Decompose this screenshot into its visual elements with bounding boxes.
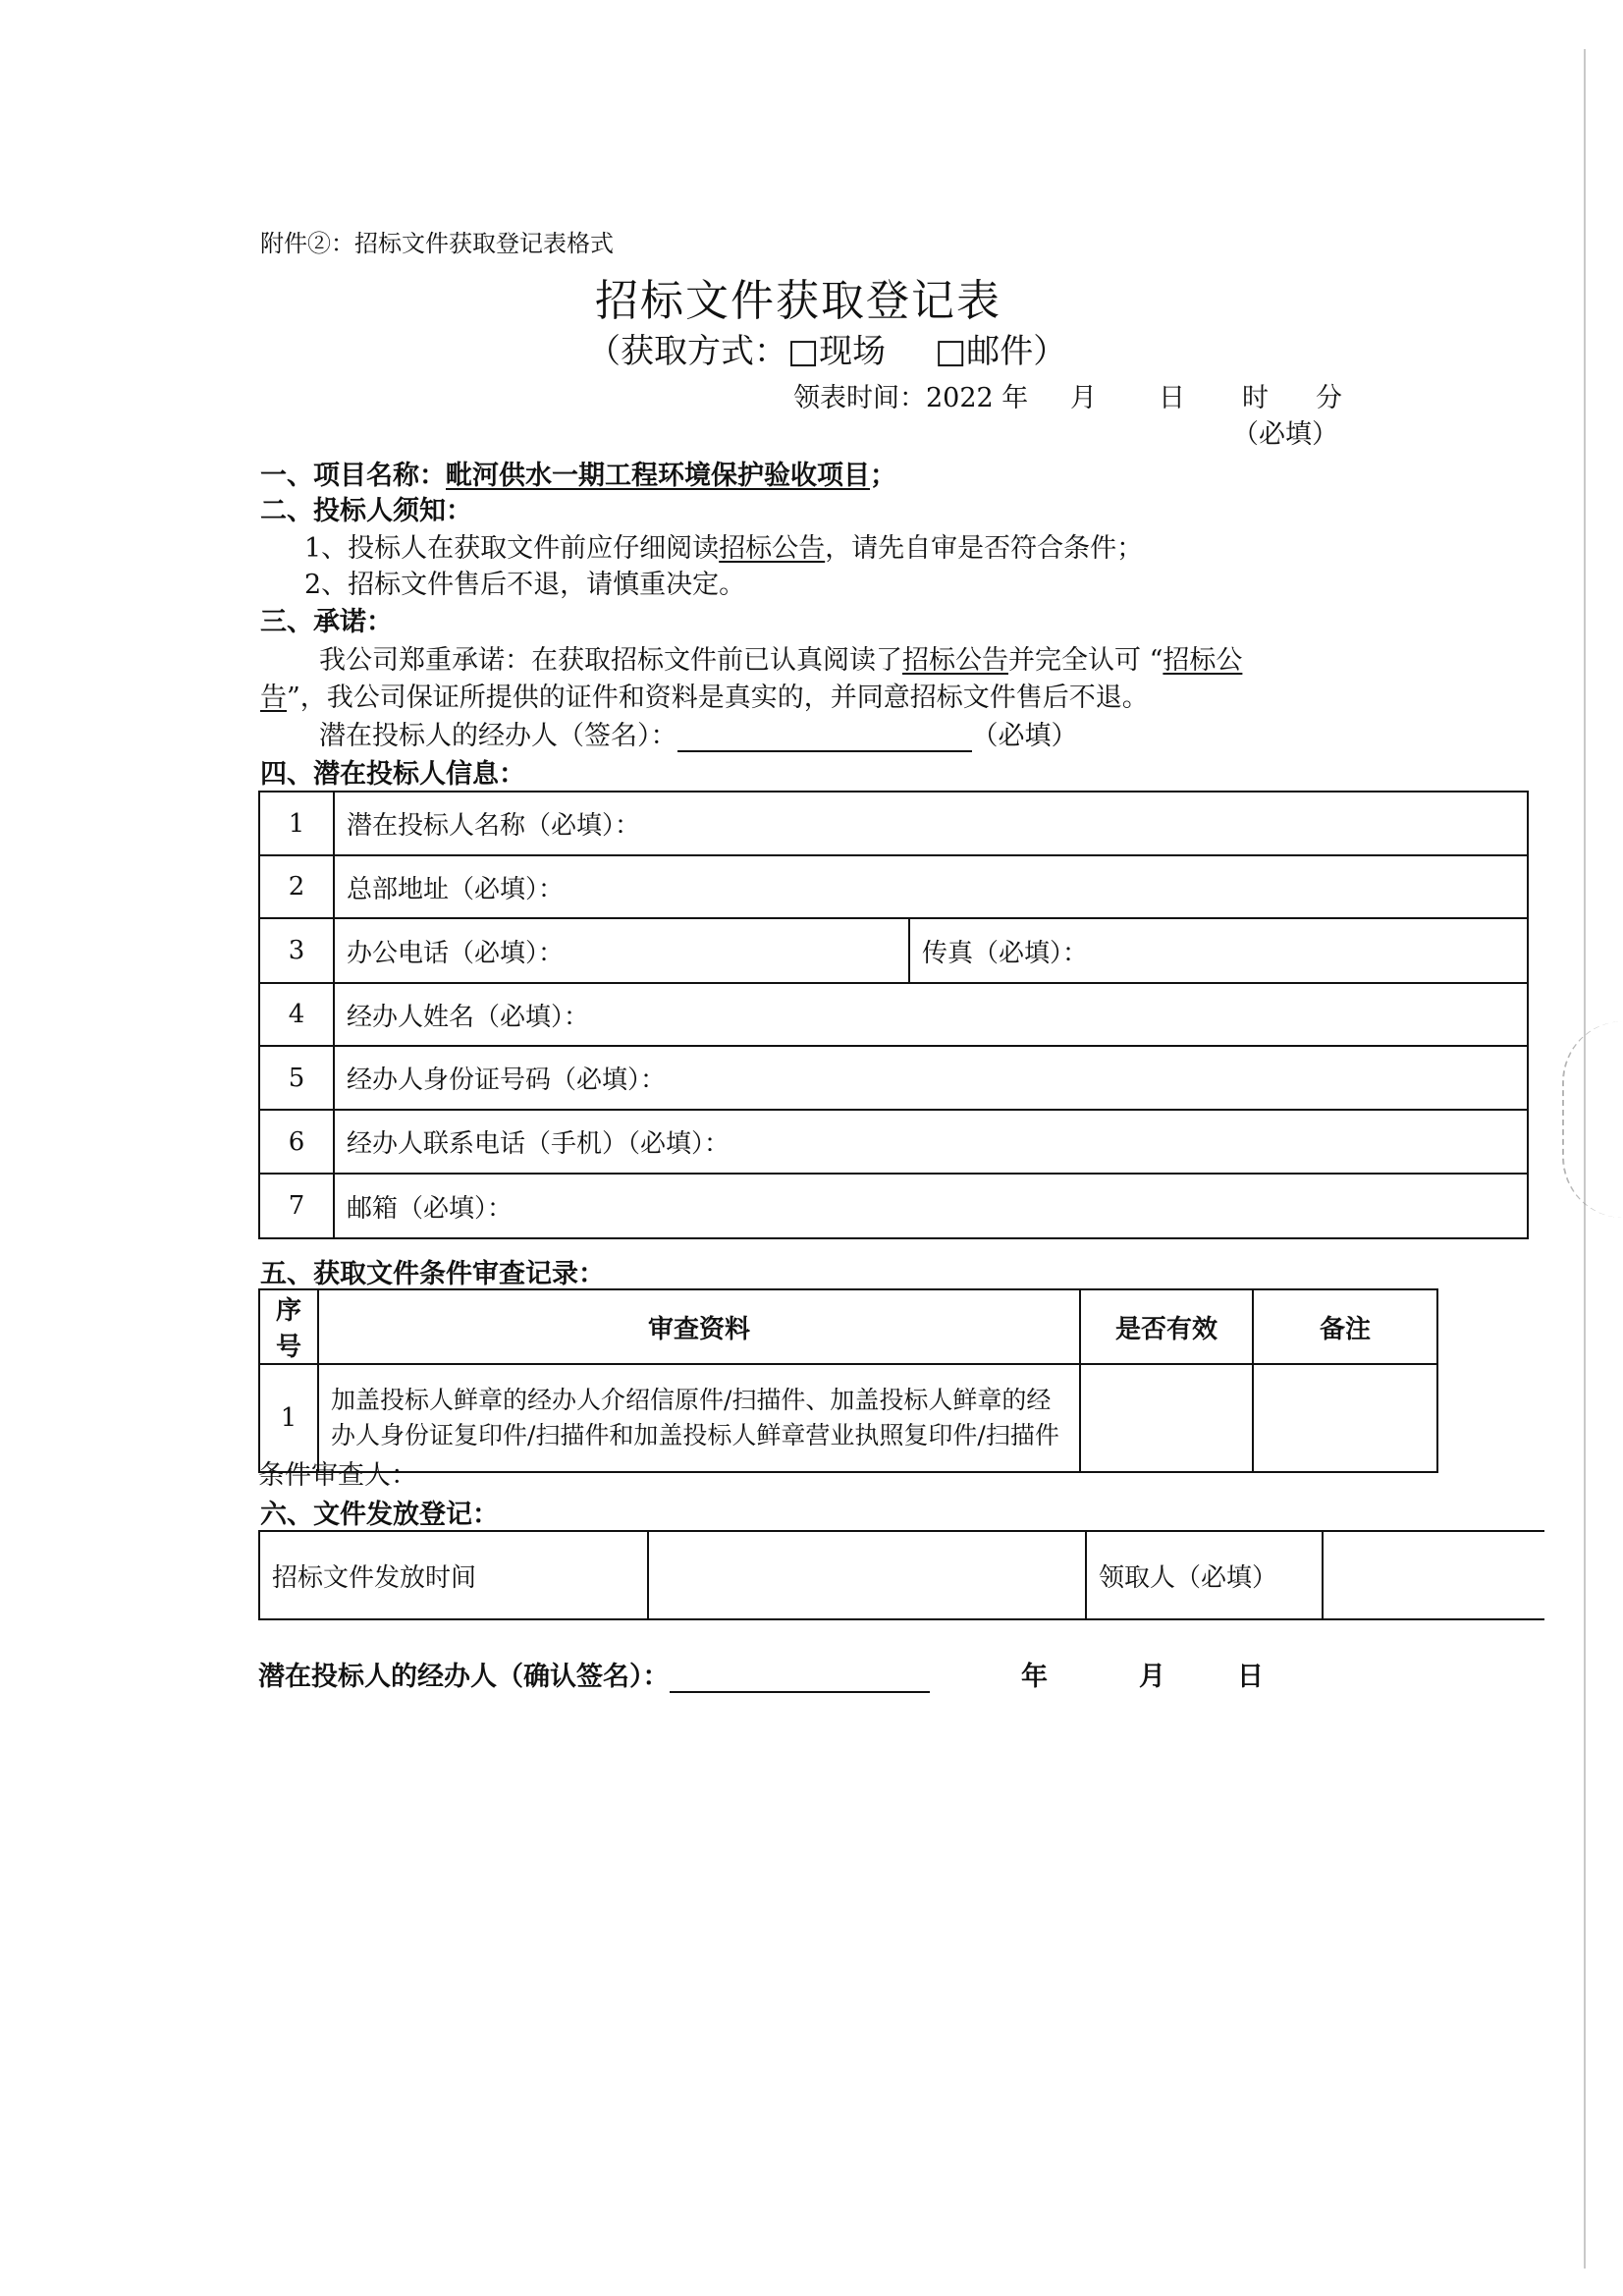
info-row bbox=[259, 983, 1528, 1046]
review-col-remark: 备注 bbox=[1253, 1289, 1437, 1364]
info-row-no: 7 bbox=[259, 1174, 334, 1238]
commitment-text-2: 并完全认可 “ bbox=[1008, 645, 1163, 676]
info-row-no: 3 bbox=[259, 918, 334, 983]
issue-table bbox=[258, 1530, 1544, 1620]
review-row-no: 1 bbox=[259, 1364, 318, 1472]
receiver-label: 领取人（必填） bbox=[1086, 1531, 1323, 1619]
issue-row bbox=[259, 1531, 1544, 1619]
issue-time-cell[interactable] bbox=[648, 1531, 1086, 1619]
info-row bbox=[259, 918, 1528, 983]
commitment-signature bbox=[319, 714, 1078, 752]
info-row-no: 2 bbox=[259, 855, 334, 918]
section2-heading: 二、投标人须知： bbox=[260, 496, 472, 526]
form-title: 招标文件获取登记表 bbox=[595, 276, 1001, 326]
commitment-text-1: 我公司郑重承诺：在获取招标文件前已认真阅读了 bbox=[319, 645, 902, 676]
info-row-no: 4 bbox=[259, 983, 334, 1046]
commitment-sign-required: （必填） bbox=[971, 721, 1078, 751]
section1-heading: 一、项目名称： bbox=[260, 461, 446, 491]
notice-item-2: 2、招标文件售后不退，请慎重决定。 bbox=[304, 570, 746, 600]
receiver-cell[interactable] bbox=[1323, 1531, 1544, 1619]
commitment-sign-line[interactable] bbox=[677, 721, 972, 752]
notice-item-1 bbox=[304, 526, 1143, 565]
receipt-month: 月 bbox=[1070, 383, 1097, 413]
commitment-link-2[interactable]: 招标公 bbox=[1163, 645, 1243, 676]
commitment-sign-label: 潜在投标人的经办人（签名）： bbox=[319, 721, 677, 751]
review-col-material: 审查资料 bbox=[318, 1289, 1080, 1364]
commitment-line-1 bbox=[319, 638, 1242, 677]
info-row-no: 1 bbox=[259, 792, 334, 855]
method-mail-checkbox[interactable]: □邮件） bbox=[935, 332, 1067, 371]
section1 bbox=[260, 454, 896, 492]
info-row bbox=[259, 1046, 1528, 1110]
section5-heading: 五、获取文件条件审查记录： bbox=[260, 1259, 605, 1289]
confirm-sign-line[interactable] bbox=[670, 1662, 930, 1693]
info-row bbox=[259, 1174, 1528, 1238]
review-row-valid-cell[interactable] bbox=[1080, 1364, 1253, 1472]
seal-edge-mark bbox=[1562, 1021, 1623, 1218]
info-phone-field[interactable]: 办公电话（必填）： bbox=[334, 918, 909, 983]
confirm-year: 年 bbox=[1021, 1662, 1048, 1692]
method-prefix: （获取方式： bbox=[587, 332, 787, 371]
notice-item-1-text: 1、投标人在获取文件前应仔细阅读 bbox=[304, 533, 720, 564]
issue-time-label: 招标文件发放时间 bbox=[259, 1531, 648, 1619]
reviewer-label: 条件审查人： bbox=[258, 1460, 417, 1491]
confirm-month: 月 bbox=[1139, 1662, 1165, 1692]
review-col-valid: 是否有效 bbox=[1080, 1289, 1253, 1364]
notice-item-1-tail: ，请先自审是否符合条件； bbox=[825, 533, 1144, 564]
commitment-link-2-end[interactable]: 告 bbox=[260, 683, 287, 713]
confirm-label: 潜在投标人的经办人（确认签名）： bbox=[258, 1662, 670, 1692]
review-row bbox=[259, 1364, 1437, 1472]
notice-link[interactable]: 招标公告 bbox=[719, 533, 826, 564]
info-row bbox=[259, 792, 1528, 855]
confirm-day: 日 bbox=[1237, 1662, 1264, 1692]
confirm-signature bbox=[258, 1655, 930, 1693]
info-row bbox=[259, 855, 1528, 918]
commitment-text-3: ”，我公司保证所提供的证件和资料是真实的，并同意招标文件售后不退。 bbox=[287, 683, 1149, 713]
section1-suffix: ； bbox=[870, 461, 896, 491]
receipt-day: 日 bbox=[1159, 383, 1185, 413]
section4-heading: 四、潜在投标人信息： bbox=[260, 759, 525, 790]
method-onsite-checkbox[interactable]: □现场 bbox=[787, 332, 887, 371]
info-agent-mobile-field[interactable]: 经办人联系电话（手机）（必填）： bbox=[334, 1110, 1528, 1174]
review-table bbox=[258, 1288, 1438, 1473]
review-row-remark-cell[interactable] bbox=[1253, 1364, 1437, 1472]
commitment-link-1[interactable]: 招标公告 bbox=[902, 645, 1008, 676]
info-bidder-name-field[interactable]: 潜在投标人名称（必填）： bbox=[334, 792, 1528, 855]
receipt-required: （必填） bbox=[1232, 419, 1338, 450]
bidder-info-table bbox=[258, 791, 1529, 1239]
info-fax-field[interactable]: 传真（必填）： bbox=[909, 918, 1528, 983]
info-agent-name-field[interactable]: 经办人姓名（必填）： bbox=[334, 983, 1528, 1046]
info-email-field[interactable]: 邮箱（必填）： bbox=[334, 1174, 1528, 1238]
section6-heading: 六、文件发放登记： bbox=[260, 1500, 499, 1530]
info-address-field[interactable]: 总部地址（必填）： bbox=[334, 855, 1528, 918]
receipt-hour: 时 bbox=[1242, 383, 1269, 413]
review-header-row bbox=[259, 1289, 1437, 1364]
method-line bbox=[587, 324, 1066, 372]
info-row-no: 5 bbox=[259, 1046, 334, 1110]
commitment-line-2 bbox=[260, 676, 1149, 714]
review-col-no: 序号 bbox=[259, 1289, 318, 1364]
info-agent-id-field[interactable]: 经办人身份证号码（必填）： bbox=[334, 1046, 1528, 1110]
project-name: 毗河供水一期工程环境保护验收项目 bbox=[446, 461, 870, 491]
attachment-label: 附件②：招标文件获取登记表格式 bbox=[260, 230, 614, 257]
info-row bbox=[259, 1110, 1528, 1174]
info-row-no: 6 bbox=[259, 1110, 334, 1174]
section3-heading: 三、承诺： bbox=[260, 607, 393, 637]
receipt-time-label: 领表时间：2022 年 bbox=[793, 383, 1029, 413]
review-row-material: 加盖投标人鲜章的经办人介绍信原件/扫描件、加盖投标人鲜章的经办人身份证复印件/扫描件和加盖投标人鲜章营业执照复印件/扫描件 bbox=[318, 1364, 1080, 1472]
receipt-minute: 分 bbox=[1316, 383, 1342, 413]
